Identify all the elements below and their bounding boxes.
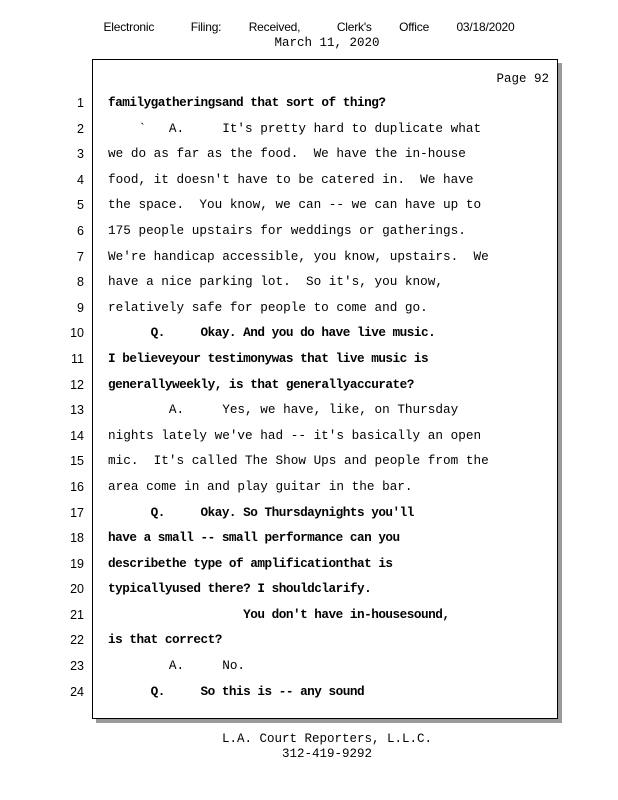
transcript-line: nights lately we've had -- it's basically an open (108, 427, 482, 443)
electronic-filing-stamp: Electronic Filing: Received, Clerk's Office 03/18/2020 (103, 20, 515, 34)
reporter-phone: 312-419-9292 (281, 747, 372, 761)
transcript-line: food, it doesn't have to be catered in. We have (108, 171, 474, 187)
line-number: 2 (77, 121, 84, 136)
transcript-line: describethe type of amplificationthat is (108, 555, 393, 571)
line-number: 17 (70, 505, 84, 520)
reporter-company: L.A. Court Reporters, L.L.C. (221, 732, 433, 746)
line-number: 13 (70, 403, 84, 418)
line-number: 6 (77, 223, 84, 238)
line-number: 7 (77, 249, 84, 264)
line-number: 3 (77, 147, 84, 162)
transcript-line: have a small -- small performance can you (108, 530, 400, 546)
transcript-line: familygatheringsand that sort of thing? (108, 95, 386, 110)
transcript-line: relatively safe for people to come and go. (108, 299, 428, 315)
transcript-line: 175 people upstairs for weddings or gatherings. (108, 222, 466, 238)
transcript-line: is that correct? (108, 632, 222, 648)
line-number: 19 (70, 556, 84, 571)
transcript-line: Q. Okay. So Thursdaynights you'll (108, 504, 414, 520)
transcript-line: mic. It's called The Show Ups and people from the (108, 453, 489, 469)
transcript-line: generallyweekly, is that generallyaccurate? (108, 376, 414, 392)
line-number: 24 (70, 684, 84, 699)
transcript-line: the space. You know, we can -- we can have up to (108, 197, 482, 213)
transcript-line: area come in and play guitar in the bar. (108, 478, 413, 494)
line-number: 9 (77, 300, 84, 315)
line-number: 5 (77, 198, 84, 213)
page-number: Page 92 (496, 72, 549, 86)
transcript-line: You don't have in-housesound, (108, 606, 450, 622)
line-number: 16 (70, 479, 84, 494)
transcript-line: typicallyused there? I shouldclarify. (108, 581, 372, 597)
line-number: 18 (70, 531, 84, 546)
line-number: 20 (70, 582, 84, 597)
transcript-line: I believeyour testimonywas that live music is (108, 350, 429, 366)
transcript-line: have a nice parking lot. So it's, you know, (108, 274, 444, 290)
line-number: 14 (70, 428, 84, 443)
transcript-line: A. Yes, we have, like, on Thursday (108, 402, 459, 418)
line-number: 21 (70, 607, 84, 622)
transcript-line: ` A. It's pretty hard to duplicate what (108, 120, 482, 136)
line-number: 15 (70, 454, 84, 469)
line-number: 4 (77, 172, 84, 187)
line-number: 23 (70, 659, 84, 674)
line-number: 11 (71, 351, 84, 366)
line-number: 10 (70, 326, 84, 341)
transcript-line: Q. So this is -- any sound (108, 683, 365, 699)
transcript-lines (108, 92, 548, 706)
transcript-line: Q. Okay. And you do have live music. (108, 325, 436, 341)
line-number: 12 (70, 377, 84, 392)
transcript-date: March 11, 2020 (274, 36, 380, 50)
line-number-column (56, 92, 84, 706)
line-number: 1 (77, 96, 84, 110)
transcript-line: A. No. (108, 658, 246, 674)
line-number: 8 (77, 275, 84, 290)
line-number: 22 (70, 633, 84, 648)
transcript-line: we do as far as the food. We have the in-house (108, 146, 466, 162)
transcript-line: We're handicap accessible, you know, upstairs. We (108, 248, 489, 264)
footer (0, 732, 618, 762)
